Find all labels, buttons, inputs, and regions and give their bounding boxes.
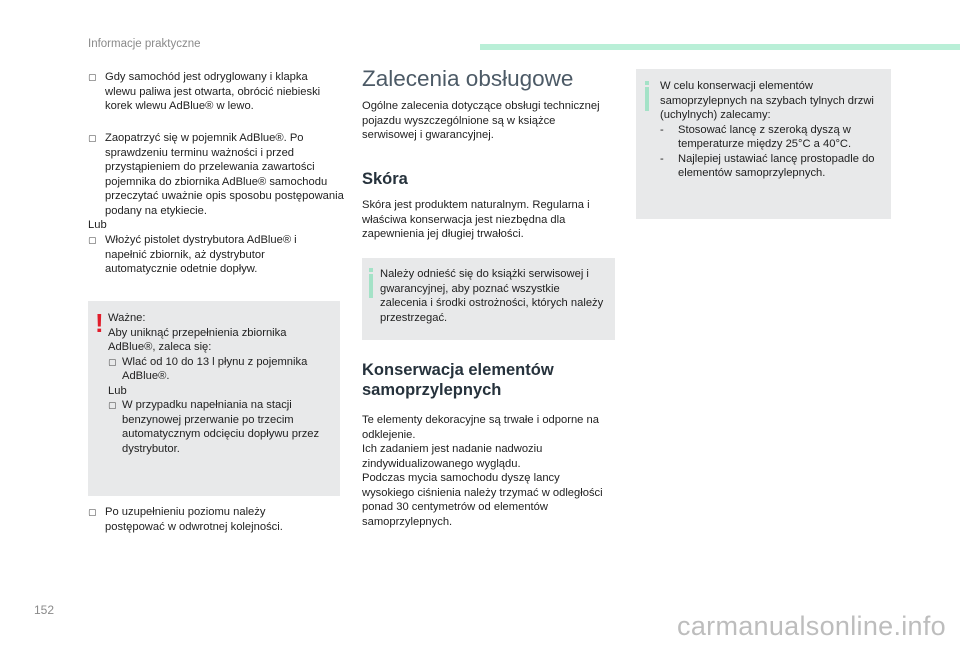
bullet-text: Po uzupełnieniu poziomu należy postępować w odwrotnej kolejności. bbox=[105, 506, 283, 533]
dash-text: Stosować lancę z szeroką dyszą w temperaturze między 25°C a 40°C. bbox=[678, 123, 852, 150]
bullet-item bbox=[88, 233, 328, 277]
lub-label: Lub bbox=[88, 219, 107, 231]
info-icon bbox=[369, 274, 373, 298]
warning-sub-item bbox=[108, 355, 334, 384]
title-line: Konserwacja elementów bbox=[362, 361, 554, 379]
page-number: 152 bbox=[34, 603, 55, 617]
bullet-text: Zaopatrzyć się w pojemnik AdBlue®. Po sprawdzeniu terminu ważności i przed przystąpieniem do przelewania zawartości pojemnika do zbiornika AdBlue® samochodu przeczytać uważnie opis sposobu postępowania podany na etykiecie. bbox=[105, 132, 344, 217]
checkbox-bullet-icon: ▢ bbox=[108, 400, 117, 410]
warning-sub-item bbox=[108, 398, 334, 456]
warning-sub-text: Wlać od 10 do 13 l płynu z pojemnika AdBlue®. bbox=[122, 355, 308, 382]
paragraph: Podczas mycia samochodu dyszę lancy wysokiego ciśnienia należy trzymać w odległości ponad 30 centymetrów od elementów samoprzylepnych. bbox=[362, 472, 603, 528]
paragraph: Ich zadaniem jest nadanie nadwoziu zindywidualizowanego wyglądu. bbox=[362, 443, 543, 470]
paragraph: Te elementy dekoracyjne są trwałe i odporne na odklejenie. bbox=[362, 414, 599, 441]
dash-text: Najlepiej ustawiać lancę prostopadle do elementów samoprzylepnych. bbox=[678, 152, 875, 179]
checkbox-bullet-icon: ▢ bbox=[88, 72, 97, 82]
dash-item: - Najlepiej ustawiać lancę prostopadle do elementów samoprzylepnych. bbox=[660, 152, 886, 181]
info-text: Należy odnieść się do książki serwisowej i gwarancyjnej, aby poznać wszystkie zalecenia i środki ostrożności, których należy przestrzegać. bbox=[380, 268, 604, 324]
warning-title: Ważne: bbox=[108, 312, 146, 324]
skora-text: Skóra jest produktem naturalnym. Regularna i właściwa konserwacja jest niezbędna dla zapewnienia jej długiej trwałości. bbox=[362, 199, 590, 240]
bullet-text: Włożyć pistolet dystrybutora AdBlue® i napełnić zbiornik, aż dystrybutor automatycznie odetnie dopływ. bbox=[105, 234, 297, 275]
warning-line: Aby uniknąć przepełnienia zbiornika AdBlue®, zaleca się: bbox=[108, 326, 287, 353]
subsection-title-skora: Skóra bbox=[362, 170, 408, 188]
warning-sub-text: W przypadku napełniania na stacji benzynowej przerwanie po trzecim automatycznym odcięciu dopływu przez dystrybutor. bbox=[122, 399, 320, 455]
checkbox-bullet-icon: ▢ bbox=[88, 507, 97, 517]
bullet-item bbox=[88, 70, 340, 114]
checkbox-bullet-icon: ▢ bbox=[88, 235, 97, 245]
watermark: carmanualsonline.info bbox=[677, 611, 946, 641]
checkbox-bullet-icon: ▢ bbox=[88, 133, 97, 143]
header-accent-bar bbox=[480, 44, 960, 50]
dash-item: - Stosować lancę z szeroką dyszą w temperaturze między 25°C a 40°C. bbox=[660, 123, 886, 152]
title-line: samoprzylepnych bbox=[362, 380, 502, 399]
info-box bbox=[636, 69, 891, 219]
lub-label: Lub bbox=[108, 384, 127, 397]
section-intro: Ogólne zalecenia dotyczące obsługi technicznej pojazdu wyszczególnione są w książce serwisowej i gwarancyjnej. bbox=[362, 100, 600, 141]
info-text: W celu konserwacji elementów samoprzylepnych na szybach tylnych drzwi (uchylnych) zalecamy: bbox=[660, 80, 874, 121]
bullet-item bbox=[88, 505, 320, 534]
checkbox-bullet-icon: ▢ bbox=[108, 356, 117, 367]
bullet-text: Gdy samochód jest odryglowany i klapka wlewu paliwa jest otwarta, obrócić niebieski korek wlewu AdBlue® w lewo. bbox=[105, 71, 321, 112]
section-title: Zalecenia obsługowe bbox=[362, 66, 574, 91]
page-header-title: Informacje praktyczne bbox=[88, 38, 201, 50]
exclamation-icon: ! bbox=[95, 308, 104, 338]
bullet-item bbox=[88, 131, 346, 218]
info-box bbox=[362, 258, 615, 340]
konserwacja-text bbox=[362, 413, 610, 529]
subsection-title-konserwacja bbox=[362, 361, 612, 400]
warning-box bbox=[88, 301, 340, 496]
info-icon bbox=[645, 87, 649, 111]
